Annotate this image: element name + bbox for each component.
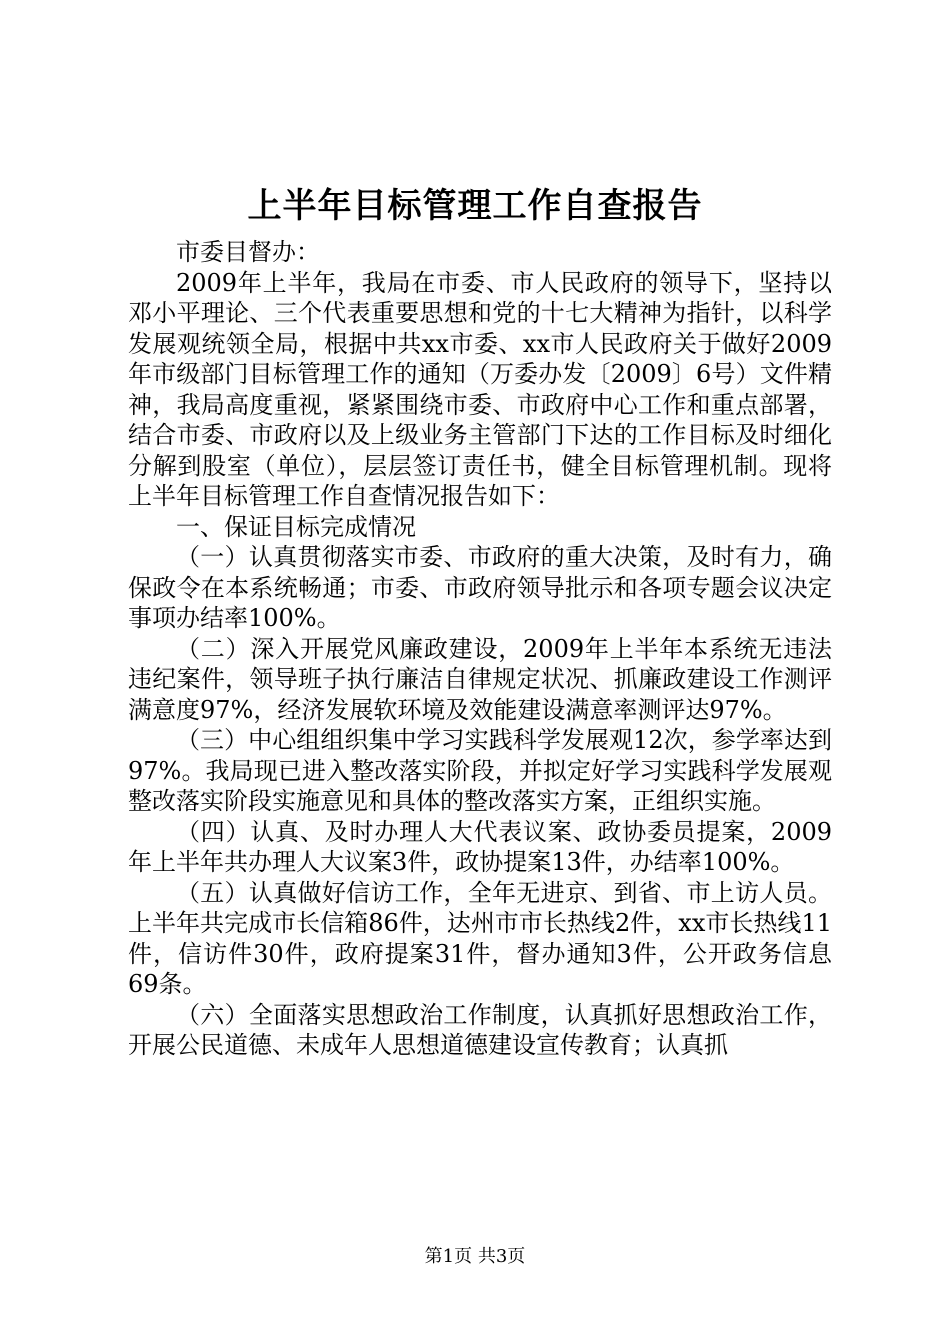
- salutation: 市委目督办：: [176, 238, 320, 266]
- paragraph-item-2: （二）深入开展党风廉政建设，2009年上半年本系统无违法违纪案件，领导班子执行廉洁自律规定状况、抓廉政建设工作测评满意度97%，经济发展软环境及效能建设满意率测评达97%。: [128, 634, 832, 724]
- paragraph-item-3: （三）中心组组织集中学习实践科学发展观12次，参学率达到97%。我局现已进入整改落实阶段，并拟定好学习实践科学发展观整改落实阶段实施意见和具体的整改落实方案，正组织实施。: [128, 726, 832, 815]
- paragraph-intro: 2009年上半年，我局在市委、市人民政府的领导下，坚持以邓小平理论、三个代表重要思想和党的十七大精神为指针，以科学发展观统领全局，根据中共xx市委、xx市人民政府关于做好2009年市级部门目标管理工作的通知（万委办发〔2009〕6号）文件精神，我局高度重视，紧紧围绕市委、市政府中心工作和重点部署，结合市委、市政府以及上级业务主管部门下达的工作目标及时细化分解到股室（单位），层层签订责任书，健全目标管理机制。现将上半年目标管理工作自查情况报告如下：: [128, 268, 832, 510]
- section-heading-1: 一、保证目标完成情况: [176, 512, 416, 541]
- document-title: 上半年目标管理工作自查报告: [247, 186, 703, 226]
- paragraph-item-5: （五）认真做好信访工作，全年无进京、到省、市上访人员。上半年共完成市长信箱86件，达州市市长热线2件，xx市长热线11件，信访件30件，政府提案31件，督办通知3件，公开政务信息69条。: [128, 878, 832, 998]
- paragraph-item-4: （四）认真、及时办理人大代表议案、政协委员提案，2009年上半年共办理人大议案3件，政协提案13件，办结率100%。: [128, 817, 832, 876]
- document-body: [128, 237, 832, 1061]
- page-footer: 第1页 共3页: [424, 1246, 526, 1267]
- paragraph-item-1: （一）认真贯彻落实市委、市政府的重大决策，及时有力，确保政令在本系统畅通；市委、市政府领导批示和各项专题会议决定事项办结率100%。: [128, 543, 832, 632]
- paragraph-item-6: （六）全面落实思想政治工作制度，认真抓好思想政治工作，开展公民道德、未成年人思想道德建设宣传教育；认真抓: [128, 1000, 832, 1059]
